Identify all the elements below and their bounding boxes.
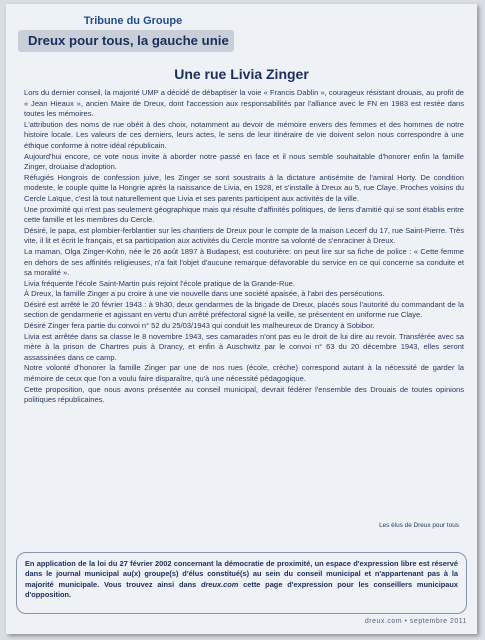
- legal-notice-box: [16, 552, 467, 614]
- article-title: Une rue Livia Zinger: [174, 66, 309, 82]
- article-paragraph: L'attribution des noms de rue obéit à des choix, notamment au devoir de mémoire envers des femmes et des hommes de notre histoire locale. Les valeurs de ces derniers, leurs actes, le sens de leur itinéraire de vie doivent selon nous correspondre à une éthique conforme à notre idéal républicain.: [24, 119, 464, 150]
- article-paragraph: La maman, Olga Zinger-Kohn, née le 26 août 1897 à Budapest, est couturière: on peut lire sur sa fiche de police : « Cette femme en dehors de ses affinités religieuses, n'a fait l'objet d'aucune remarque défavorable du service en ce qui concerne sa conduite et sa moralité ».: [24, 246, 464, 278]
- article-paragraph: Livia est arrêtée dans sa classe le 8 novembre 1943, ses camarades n'ont pas eu le droit de lui dire au revoir. Transférée avec sa mère à la prison de Chartres puis à Drancy, et enfin à Auschwitz par le convoi n° 63 du 20 décembre 1943, elles seront assassinées dans ce camp.: [24, 331, 464, 362]
- article-paragraph: Lors du dernier conseil, la majorité UMP a décidé de débaptiser la voie « Francis Dablin », courageux résistant drouais, au profit de « Jean Hieaux », ancien Maire de Dreux, dont l'accession aux responsabilités par l'alliance avec le FN en 1983 est restée dans toutes les mémoires.: [24, 88, 464, 119]
- article-paragraph: Désiré Zinger fera partie du convoi n° 52 du 25/03/1943 qui conduit les malheureux de Drancy à Sobibor.: [24, 321, 375, 331]
- newsletter-page: [6, 4, 477, 634]
- article-paragraph: À Dreux, la famille Zinger a pu croire à une vie nouvelle dans une société apaisée, à l'abri des persécutions.: [24, 289, 385, 299]
- footer-site: dreux.com: [364, 618, 403, 625]
- article-signature: Les élus de Dreux pour tous: [379, 522, 459, 529]
- article-paragraph: Désiré est arrêté le 20 février 1943 : à 9h30, deux gendarmes de la brigade de Dreux, placés sous l'autorité du commandant de la section de gendarmerie et agissant en vertu d'un arrêté préfectoral signé la veille, se présentent en uniforme rue Claye.: [24, 299, 464, 320]
- article-body: [24, 88, 464, 406]
- notice-text-after: cette page d'expression pour les conseillers municipaux d'opposition.: [25, 579, 458, 600]
- article-paragraph: Une proximité qui n'est pas seulement géographique mais qui résulte d'affinités politiques, de liens d'amitié qui se sont établis entre cette famille et les membres du Cercle.: [24, 204, 464, 225]
- article-paragraph: Désiré, le papa, est plombier-ferblantier sur les chantiers de Dreux pour le compte de la maison Lecerf du 17, rue Saint-Pierre. Très vite, il lit et écrit le français, et sa participation aux activités du Cercle montre sa volonté de s'enraciner à Dreux.: [24, 225, 464, 246]
- article-paragraph: Cette proposition, que nous avons présentée au conseil municipal, devrait fédérer l'ensemble des Drouais de toutes opinions politiques républicaines.: [24, 384, 464, 405]
- group-name-banner: Dreux pour tous, la gauche unie: [18, 30, 234, 52]
- section-header: [18, 14, 234, 54]
- notice-text-before: En application de la loi du 27 février 2002 concernant la démocratie de proximité, un espace d'expression libre est réservé dans le journal municipal au(x) groupe(s) d'élus constitué(s) au sein du conseil municipal et n'appartenant pas à la majorité municipale. Vous trouvez ainsi dans: [25, 559, 458, 589]
- article-paragraph: Livia fréquente l'école Saint-Martin puis rejoint l'école pratique de la Grande-Rue.: [24, 278, 295, 288]
- footer-separator: •: [404, 618, 408, 625]
- article-paragraph: Aujourd'hui encore, ce vote nous invite à aborder notre passé en face et il nous semble souhaitable d'honorer enfin la famille Zinger, drouaise d'adoption.: [24, 151, 464, 172]
- section-tab-label: Tribune du Groupe: [62, 14, 204, 30]
- article-paragraph: Notre volonté d'honorer la famille Zinger par une de nos rues (école, crèche) correspond autant à la nécessité de garder la mémoire de ceux que l'on a voulu faire disparaître, qu'à une nécessité pédagogique.: [24, 363, 464, 384]
- article-paragraph: Réfugiés Hongrois de confession juive, les Zinger se sont soustraits à la dictature antisémite de l'amiral Horty. De condition modeste, le couple quitte la Hongrie après la naissance de Livia, en 1928, et s'installe à Dreux au 5, rue Claye. Proches voisins du Cercle Laïque, c'est là tout naturellement que Livia et ses parents participent aux activités de la ville.: [24, 172, 464, 203]
- footer-issue-date: septembre 2011: [409, 618, 467, 625]
- notice-site-link: dreux.com: [200, 579, 239, 589]
- page-footer: [365, 618, 467, 625]
